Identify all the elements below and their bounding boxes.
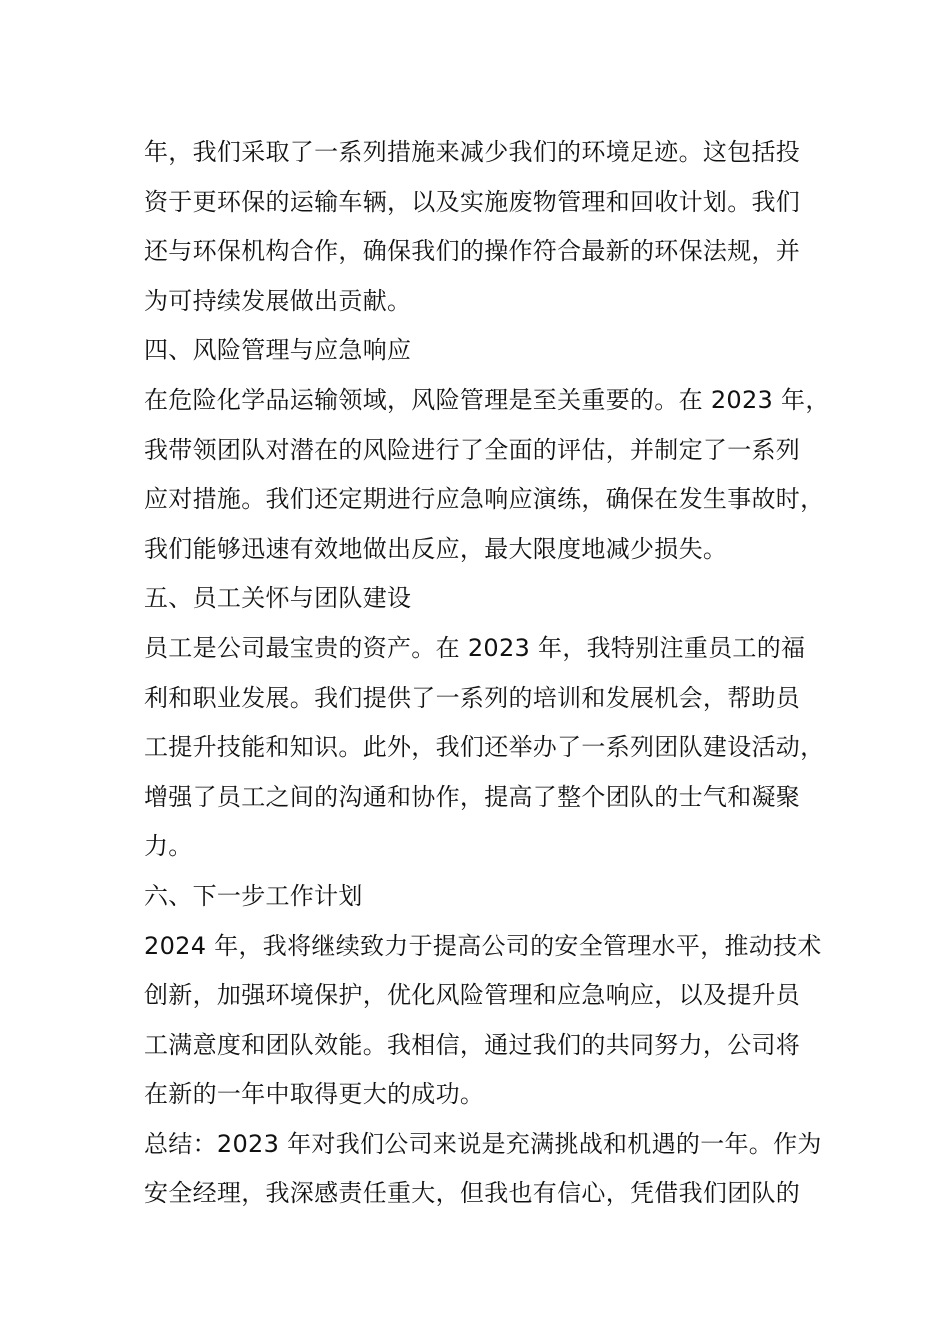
section-heading-next-plan: 六、下一步工作计划 [144, 881, 363, 910]
section-heading-employee-care: 五、员工关怀与团队建设 [144, 584, 412, 613]
text-line: 员工是公司最宝贵的资产。在 2023 年，我特别注重员工的福 [144, 633, 806, 662]
text-line: 工提升技能和知识。此外，我们还举办了一系列团队建设活动， [144, 733, 825, 762]
summary-line: 总结：2023 年对我们公司来说是充满挑战和机遇的一年。作为 [144, 1129, 822, 1158]
text-line: 利和职业发展。我们提供了一系列的培训和发展机会，帮助员 [144, 683, 801, 712]
text-line: 工满意度和团队效能。我相信，通过我们的共同努力，公司将 [144, 1030, 801, 1059]
section-heading-risk-management: 四、风险管理与应急响应 [144, 336, 412, 365]
text-line: 在危险化学品运输领域，风险管理是至关重要的。在 2023 年， [144, 385, 830, 414]
text-line: 2024 年，我将继续致力于提高公司的安全管理水平，推动技术 [144, 931, 822, 960]
text-line: 创新，加强环境保护，优化风险管理和应急响应，以及提升员 [144, 981, 801, 1010]
text-line: 应对措施。我们还定期进行应急响应演练，确保在发生事故时， [144, 485, 825, 514]
summary-line: 安全经理，我深感责任重大，但我也有信心，凭借我们团队的 [144, 1179, 801, 1208]
text-line: 我们能够迅速有效地做出反应，最大限度地减少损失。 [144, 534, 728, 563]
text-line: 我带领团队对潜在的风险进行了全面的评估，并制定了一系列 [144, 435, 801, 464]
text-line: 资于更环保的运输车辆，以及实施废物管理和回收计划。我们 [144, 187, 801, 216]
text-line: 在新的一年中取得更大的成功。 [144, 1080, 485, 1109]
text-line: 还与环保机构合作，确保我们的操作符合最新的环保法规，并 [144, 237, 801, 266]
text-line: 年，我们采取了一系列措施来减少我们的环境足迹。这包括投 [144, 138, 801, 166]
text-line: 增强了员工之间的沟通和协作，提高了整个团队的士气和凝聚 [144, 782, 801, 811]
text-line: 为可持续发展做出贡献。 [144, 286, 412, 315]
document-body [144, 128, 834, 1219]
text-line: 力。 [144, 832, 193, 861]
